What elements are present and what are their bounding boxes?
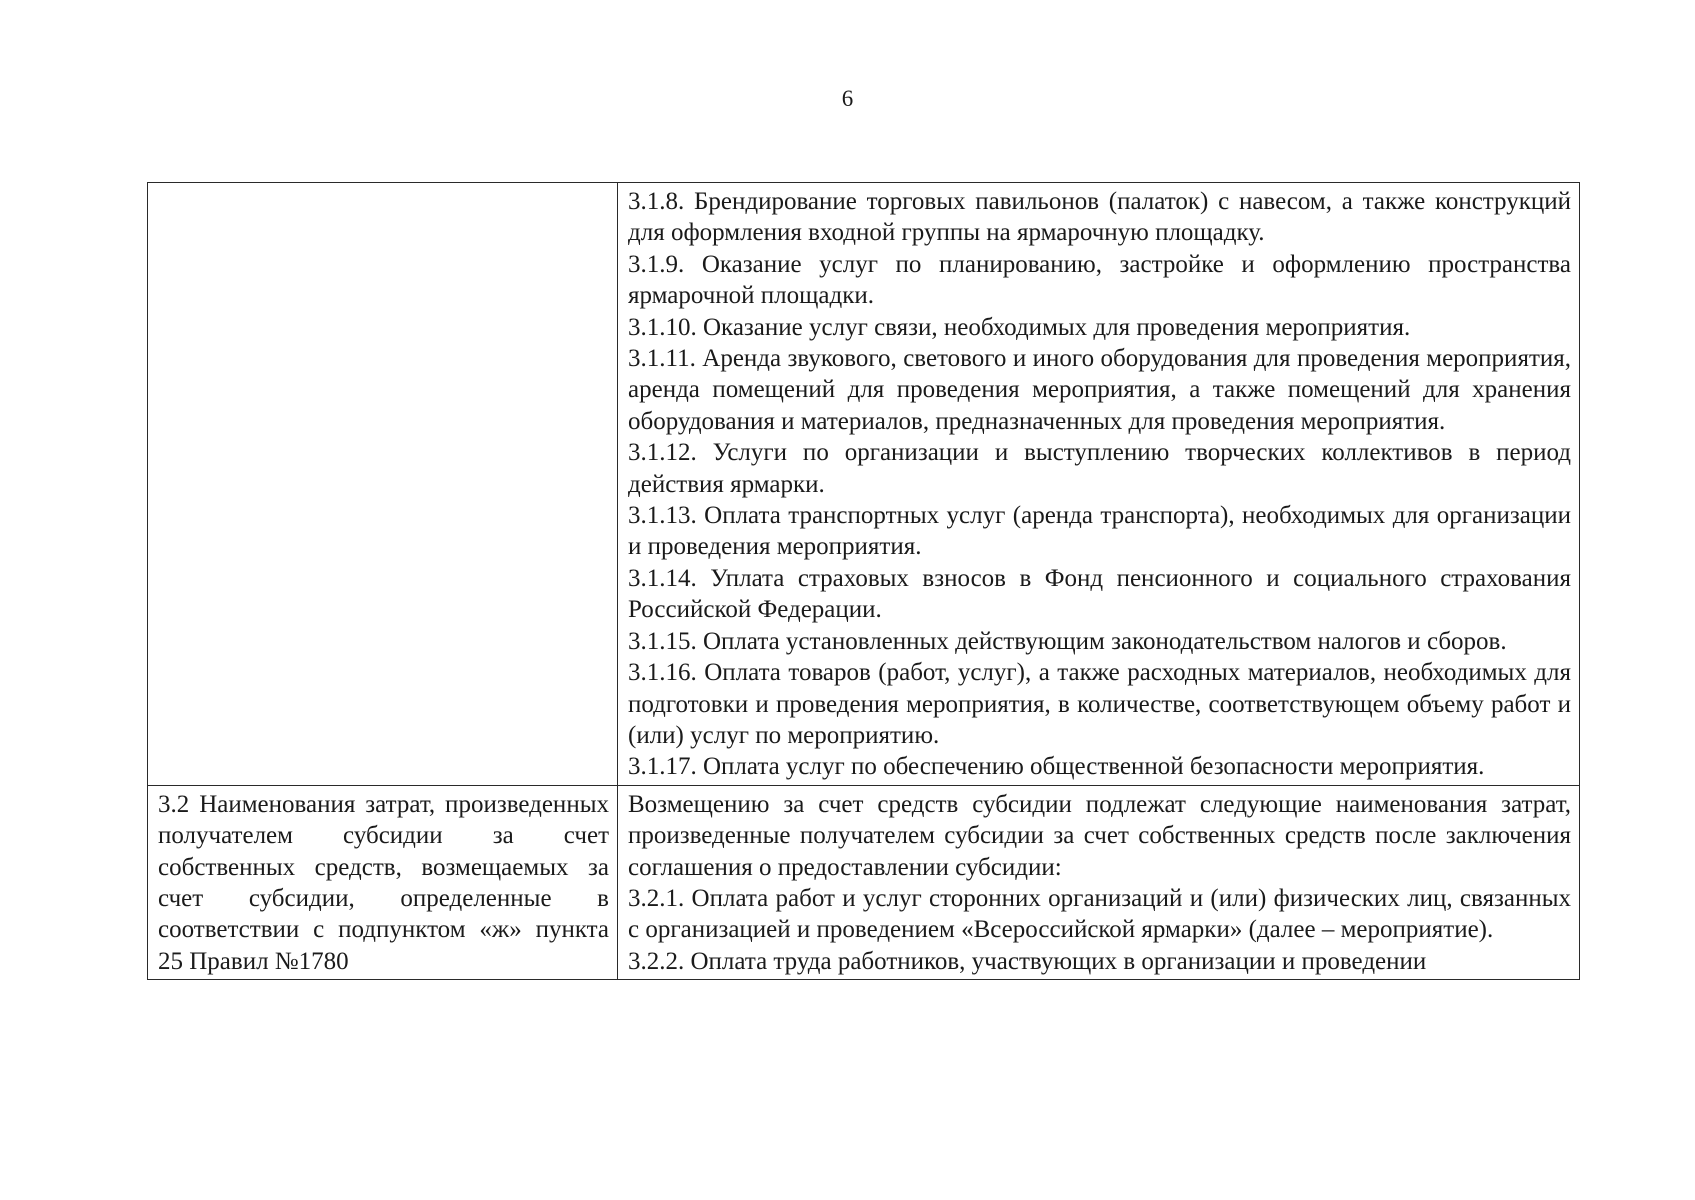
clause-3-1-11: 3.1.11. Аренда звукового, светового и иного оборудования для проведения мероприятия, аренда помещений для проведения мероприятия, а также помещений для хранения оборудования и материалов, предназначенных для проведения мероприятия. [628,345,1571,435]
clause-3-2-1: 3.2.1. Оплата работ и услуг сторонних организаций и (или) физических лиц, связанных с организацией и проведением «Всероссийской ярмарки» (далее – мероприятие). [628,884,1571,944]
table-cell-left-empty [148,183,618,786]
clause-3-1-9: 3.1.9. Оказание услуг по планированию, застройке и оформлению пространства ярмарочной площадки. [628,250,1571,310]
clause-3-1-8: 3.1.8. Брендирование торговых павильонов (палаток) с навесом, а также конструкций для оформления входной группы на ярмарочную площадку. [628,188,1571,247]
table-row [148,183,1580,786]
table-cell-right [618,183,1580,786]
clause-3-1-17: 3.1.17. Оплата услуг по обеспечению общественной безопасности мероприятия. [628,753,1485,781]
clause-3-1-13: 3.1.13. Оплата транспортных услуг (аренда транспорта), необходимых для организации и проведения мероприятия. [628,502,1571,561]
clause-3-1-14: 3.1.14. Уплата страховых взносов в Фонд пенсионного и социального страхования Российской Федерации. [628,564,1571,624]
clause-3-1-15: 3.1.15. Оплата установленных действующим законодательством налогов и сборов. [628,627,1507,655]
table-cell-right [618,785,1580,979]
clause-3-1-16: 3.1.16. Оплата товаров (работ, услуг), а также расходных материалов, необходимых для подготовки и проведения мероприятия, в количестве, соответствующем объему работ и (или) услуг по мероприятию. [628,659,1571,749]
section-3-2-heading: 3.2 Наименования затрат, произведенных получателем субсидии за счет собственных средств, возмещаемых за счет субсидии, определенные в соответствии с подпунктом «ж» пункта 25 Правил №1780 [158,790,609,975]
clause-3-1-12: 3.1.12. Услуги по организации и выступлению творческих коллективов в период действия ярмарки. [628,439,1571,498]
clause-3-2-2: 3.2.2. Оплата труда работников, участвующих в организации и проведении [628,947,1427,975]
content-table [147,182,1580,980]
page-number: 6 [841,86,854,111]
table-row [148,785,1580,979]
section-3-2-intro: Возмещению за счет средств субсидии подлежат следующие наименования затрат, произведенные получателем субсидии за счет собственных средств после заключения соглашения о предоставлении субсидии: [628,790,1571,881]
table-cell-left [148,785,618,979]
clause-3-1-10: 3.1.10. Оказание услуг связи, необходимых для проведения мероприятия. [628,313,1411,341]
